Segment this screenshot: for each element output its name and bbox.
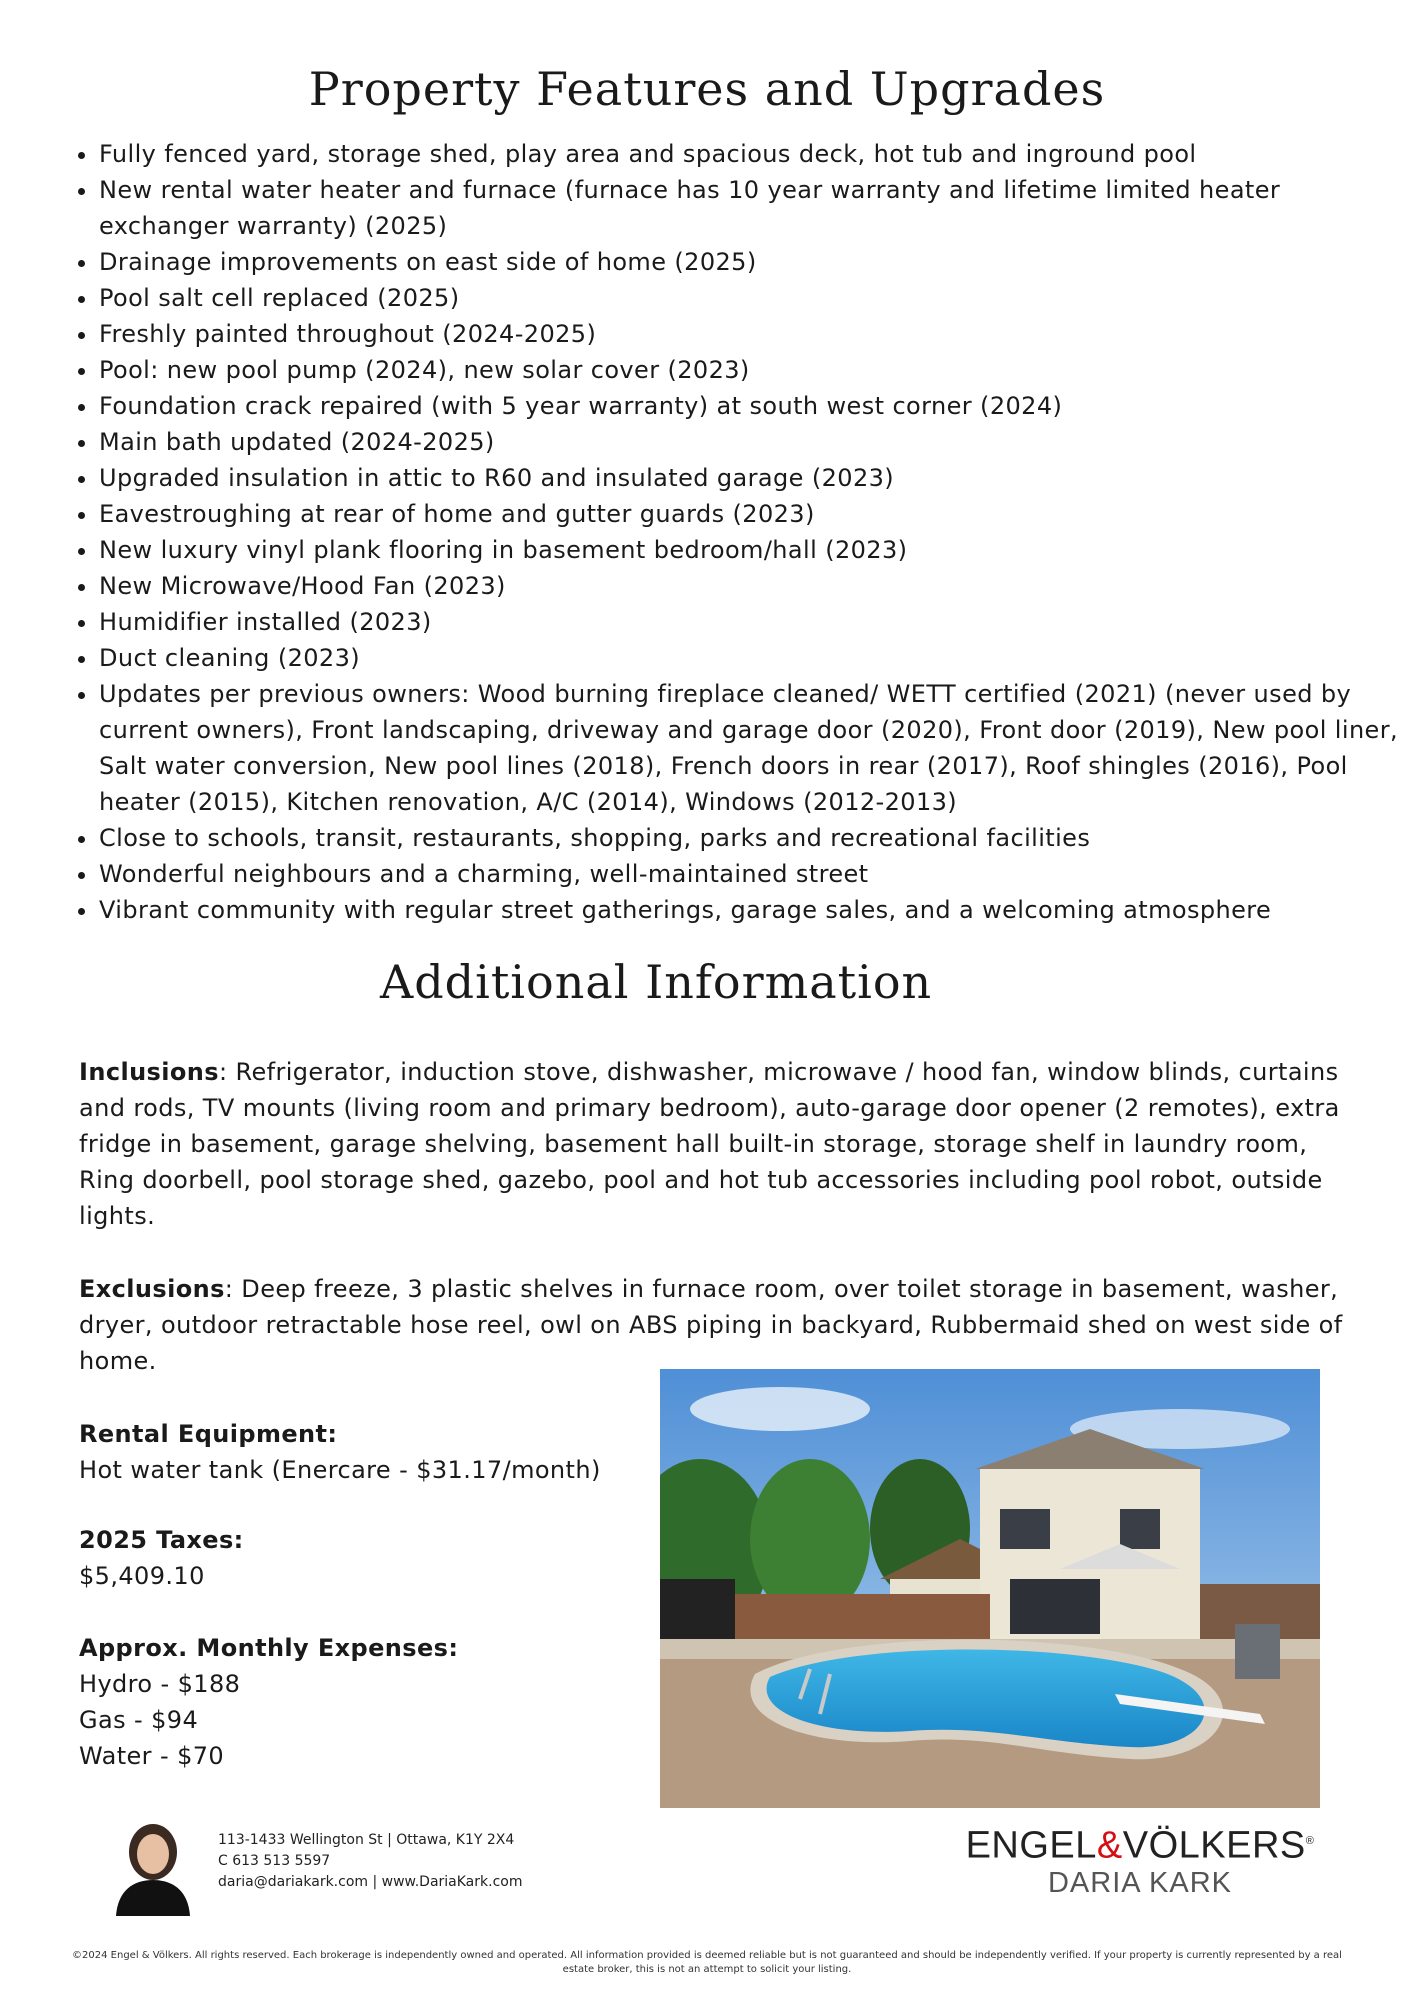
expense-water: Water - $70 (79, 1742, 225, 1770)
rental-label: Rental Equipment: (79, 1420, 338, 1448)
list-item: • Duct cleaning (2023) (99, 640, 1399, 676)
taxes (79, 1522, 244, 1594)
inclusions-label: Inclusions (79, 1058, 219, 1086)
exclusions-paragraph (79, 1271, 1349, 1379)
footer-disclaimer: ©2024 Engel & Völkers. All rights reserved. Each brokerage is independently owned and operated. All information provided is deemed reliable but is not guaranteed and should be independently verified. If your property is currently represented by a real estate broker, this is not an attempt to solicit your listing. (72, 1950, 1342, 1975)
monthly-expenses (79, 1630, 458, 1774)
brand-name-left: ENGEL (965, 1824, 1097, 1867)
list-item: • Fully fenced yard, storage shed, play area and spacious deck, hot tub and inground pool (99, 136, 1399, 172)
list-item: • Foundation crack repaired (with 5 year warranty) at south west corner (2024) (99, 388, 1399, 424)
page-title: Property Features and Upgrades (308, 62, 1106, 116)
rental-value: Hot water tank (Enercare - $31.17/month) (79, 1456, 601, 1484)
list-item: • Updates per previous owners: Wood burning fireplace cleaned/ WETT certified (2021) (never used by current owners), Front landscaping, driveway and garage door (2020), Front door (2019), New pool liner, Salt water conversion, New pool lines (2018), French doors in rear (2017), Roof shingles (2016), Pool heater (2015), Kitchen renovation, A/C (2014), Windows (2012-2013) (99, 676, 1399, 820)
contact-info (218, 1830, 522, 1893)
rental-equipment (79, 1416, 601, 1488)
taxes-label: 2025 Taxes: (79, 1526, 244, 1554)
expense-gas: Gas - $94 (79, 1706, 199, 1734)
list-item: • Close to schools, transit, restaurants, shopping, parks and recreational facilities (99, 820, 1399, 856)
features-list (62, 136, 1399, 928)
contact-email-web: daria@dariakark.com | www.DariaKark.com (218, 1874, 523, 1890)
list-item: • Vibrant community with regular street gatherings, garage sales, and a welcoming atmosphere (99, 892, 1399, 928)
contact-address: 113-1433 Wellington St | Ottawa, K1Y 2X4 (218, 1832, 515, 1848)
exclusions-text: : Deep freeze, 3 plastic shelves in furnace room, over toilet storage in basement, washer, dryer, outdoor retractable hose reel, owl on ABS piping in backyard, Rubbermaid shed on west side of home. (79, 1275, 1343, 1375)
list-item: • New rental water heater and furnace (furnace has 10 year warranty and lifetime limited heater exchanger warranty) (2025) (99, 172, 1399, 244)
list-item: • Freshly painted throughout (2024-2025) (99, 316, 1399, 352)
registered-mark: ® (1305, 1835, 1315, 1847)
list-item: • Eavestroughing at rear of home and gutter guards (2023) (99, 496, 1399, 532)
engel-volkers-logo (960, 1820, 1320, 1899)
brand-name-right: VÖLKERS (1122, 1824, 1306, 1867)
brand-ampersand: & (1096, 1824, 1123, 1867)
list-item: • Pool: new pool pump (2024), new solar cover (2023) (99, 352, 1399, 388)
list-item: • New Microwave/Hood Fan (2023) (99, 568, 1399, 604)
inclusions-paragraph (79, 1054, 1349, 1234)
taxes-value: $5,409.10 (79, 1562, 205, 1590)
agent-photo (112, 1818, 194, 1916)
list-item: • Pool salt cell replaced (2025) (99, 280, 1399, 316)
exclusions-label: Exclusions (79, 1275, 225, 1303)
list-item: • Main bath updated (2024-2025) (99, 424, 1399, 460)
expense-hydro: Hydro - $188 (79, 1670, 241, 1698)
list-item: • New luxury vinyl plank flooring in basement bedroom/hall (2023) (99, 532, 1399, 568)
section-title-additional: Additional Information (380, 955, 933, 1009)
list-item: • Humidifier installed (2023) (99, 604, 1399, 640)
contact-phone: C 613 513 5597 (218, 1853, 331, 1869)
inclusions-text: : Refrigerator, induction stove, dishwasher, microwave / hood fan, window blinds, curtains and rods, TV mounts (living room and primary bedroom), auto-garage door opener (2 remotes), extra fridge in basement, garage shelving, basement hall built-in storage, storage shelf in laundry room, Ring doorbell, pool storage shed, gazebo, pool and hot tub accessories including pool robot, outside lights. (79, 1058, 1340, 1230)
list-item: • Drainage improvements on east side of home (2025) (99, 244, 1399, 280)
brand-agent-name: DARIA KARK (1047, 1866, 1233, 1899)
list-item: • Upgraded insulation in attic to R60 and insulated garage (2023) (99, 460, 1399, 496)
backyard-pool-photo (660, 1369, 1320, 1808)
expenses-label: Approx. Monthly Expenses: (79, 1634, 459, 1662)
list-item: • Wonderful neighbours and a charming, well-maintained street (99, 856, 1399, 892)
